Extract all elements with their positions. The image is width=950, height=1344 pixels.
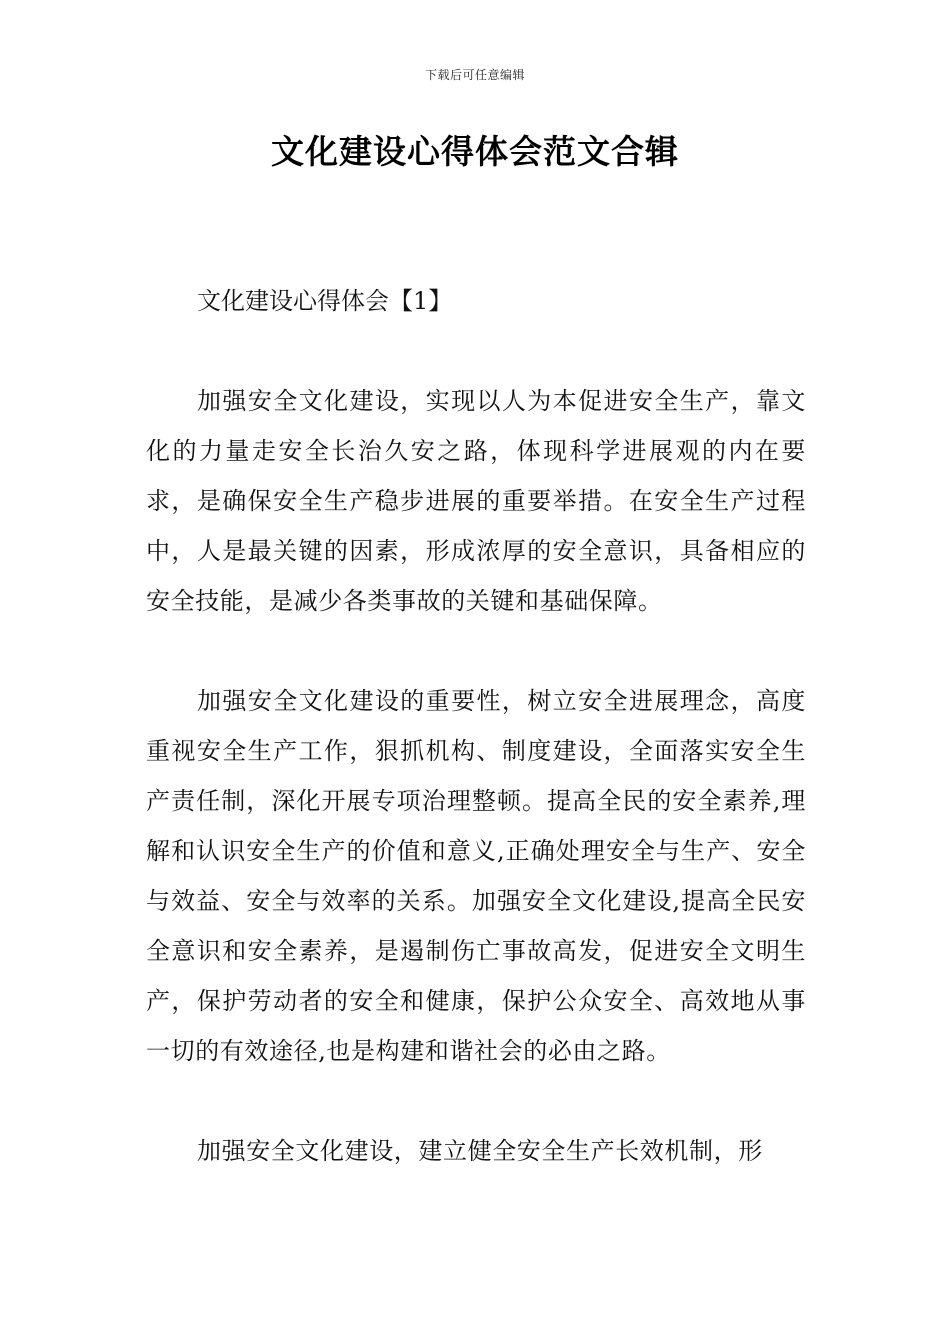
paragraph-3: 加强安全文化建设，建立健全安全生产长效机制，形 xyxy=(197,1137,763,1165)
header-note: 下载后可任意编辑 xyxy=(424,68,525,82)
section-heading: 文化建设心得体会【1】 xyxy=(197,287,453,315)
paragraph-2: 加强安全文化建设的重要性，树立安全进展理念，高度重视安全生产工作，狠抓机构、制度建设，全面落实安全生产责任制，深化开展专项治理整顿。提高全民的安全素养,理解和认识安全生产的价值和意义,正确处理安全与生产、安全与效益、安全与效率的关系。加强安全文化建设,提高全民安全意识和安全素养，是遏制伤亡事故高发，促进安全文明生产，保护劳动者的安全和健康，保护公众安全、高效地从事一切的有效途径,也是构建和谐社会的必由之路。 xyxy=(146,687,806,1065)
document-body xyxy=(146,276,806,1226)
document-title: 文化建设心得体会范文合辑 xyxy=(271,132,679,171)
paragraph-1: 加强安全文化建设，实现以人为本促进安全生产，靠文化的力量走安全长治久安之路，体现科学进展观的内在要求，是确保安全生产稳步进展的重要举措。在安全生产过程中，人是最关键的因素，形成浓厚的安全意识，具备相应的安全技能，是减少各类事故的关键和基础保障。 xyxy=(146,387,806,615)
